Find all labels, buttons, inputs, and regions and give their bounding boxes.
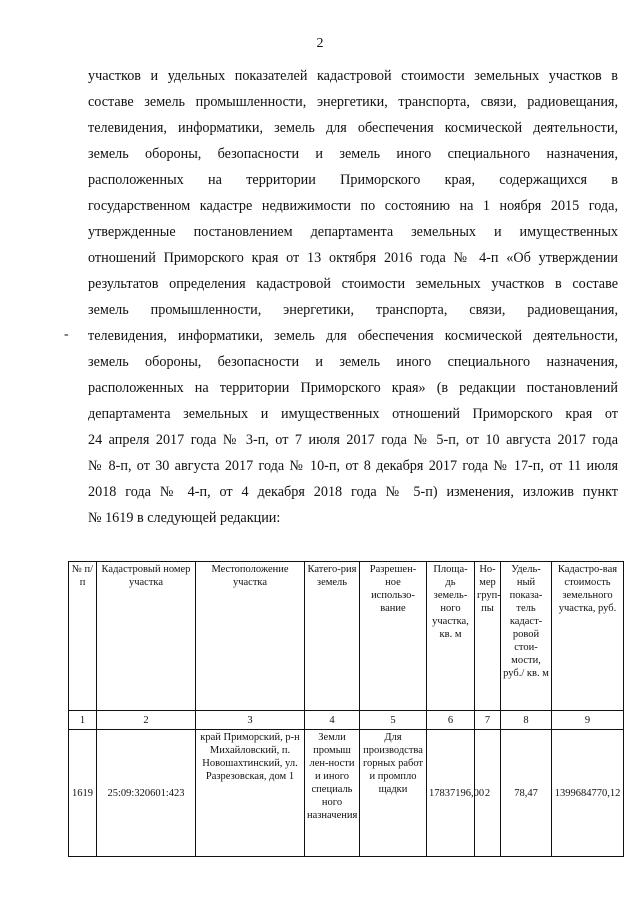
header-cell: Площа-дь земель-ного участка, кв. м [427,562,475,711]
header-cell: Кадастро-вая стоимость земельного участка, руб. [552,562,624,711]
unit-value: 78,47 [501,730,552,857]
column-number: 2 [97,711,196,730]
cadastral-value: 1399684770,12 [552,730,624,857]
header-cell: Катего-рия земель [305,562,360,711]
paragraph-line: 2018 года № 4-п, от 4 декабря 2018 года № 5-п) изменения, изложив пункт [88,484,618,500]
permitted-use: Для производства горных работ и промпло щадки [360,730,427,857]
column-number: 1 [69,711,97,730]
group-number: 2 [475,730,501,857]
paragraph-line: земель промышленности, энергетики, транспорта, связи, радиовещания, [88,302,618,318]
column-number: 4 [305,711,360,730]
row-number: 1619 [69,730,97,857]
cadastral-table [68,561,624,857]
table-header-row [69,562,624,711]
paragraph-line: земель обороны, безопасности и земель иного специального назначения, [88,146,618,162]
paragraph-line: телевидения, информатики, земель для обеспечения космической деятельности, [88,328,618,344]
header-cell: Удель-ный показа-тель кадаст-ровой стои-мости, руб./ кв. м [501,562,552,711]
column-number-row [69,711,624,730]
column-number: 9 [552,711,624,730]
column-number: 8 [501,711,552,730]
paragraph-line: телевидения, информатики, земель для обеспечения космической деятельности, [88,120,618,136]
paragraph-line: участков и удельных показателей кадастровой стоимости земельных участков в [88,68,618,84]
column-number: 3 [196,711,305,730]
header-cell: Кадастровый номер участка [97,562,196,711]
paragraph-line: составе земель промышленности, энергетики, транспорта, связи, радиовещания, [88,94,618,110]
margin-mark: - [64,327,69,342]
paragraph-line: земель обороны, безопасности и земель иного специального назначения, [88,354,618,370]
area: 17837196,00 [427,730,475,857]
header-cell: № п/п [69,562,97,711]
paragraph-line: 24 апреля 2017 года № 3-п, от 7 июля 2017 года № 5-п, от 10 августа 2017 года [88,432,618,448]
column-number: 6 [427,711,475,730]
location: край Приморский, р-н Михайловский, п. Новошахтинский, ул. Разрезовская, дом 1 [196,730,305,857]
paragraph-line: департамента земельных и имущественных отношений Приморского края от [88,406,618,422]
column-number: 5 [360,711,427,730]
paragraph-line: государственном кадастре недвижимости по состоянию на 1 ноября 2015 года, [88,198,618,214]
paragraph-line: расположенных на территории Приморского края» (в редакции постановлений [88,380,618,396]
header-cell: Но-мер груп-пы [475,562,501,711]
page-number: 2 [316,36,324,51]
paragraph-line: утвержденные постановлением департамента земельных и имущественных [88,224,618,240]
paragraph-line: № 8-п, от 30 августа 2017 года № 10-п, от 8 декабря 2017 года № 17-п, от 11 июля [88,458,618,474]
column-number: 7 [475,711,501,730]
cadastral-number: 25:09:320601:423 [97,730,196,857]
paragraph-line: № 1619 в следующей редакции: [88,510,281,526]
paragraph-line: результатов определения кадастровой стоимости земельных участков в составе [88,276,618,292]
paragraph-line: расположенных на территории Приморского края, содержащихся в [88,172,618,188]
table-row [69,730,624,857]
header-cell: Разрешен-ное использо-вание [360,562,427,711]
paragraph-line: отношений Приморского края от 13 октября 2016 года № 4-п «Об утверждении [88,250,618,266]
header-cell: Местоположение участка [196,562,305,711]
land-category: Земли промыш лен-ности и иного специаль ного назначения [305,730,360,857]
